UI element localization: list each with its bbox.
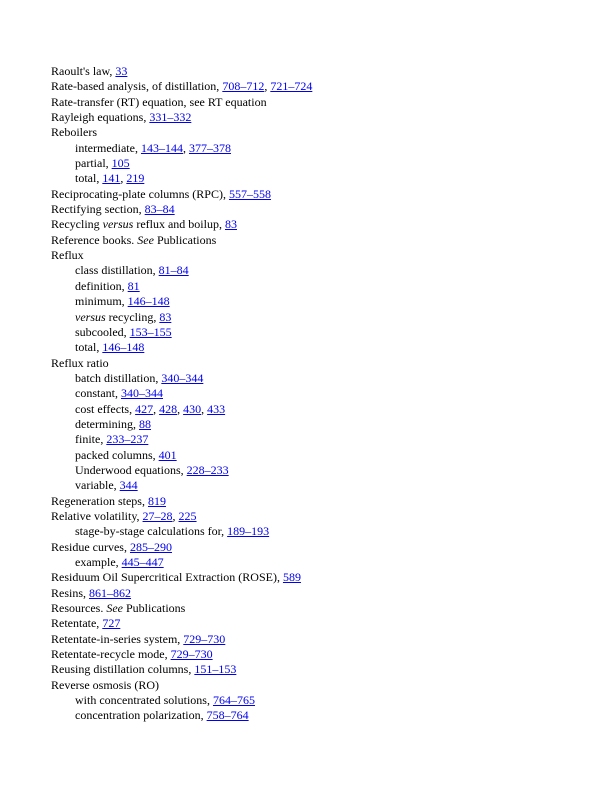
index-entry — [51, 217, 591, 232]
page-reference-link[interactable]: 401 — [158, 447, 177, 462]
index-entry — [51, 601, 591, 616]
entry-text: Reboilers — [51, 125, 97, 140]
entry-text: Rate-based analysis, of distillation, — [51, 79, 223, 94]
entry-text: Resins, — [51, 585, 90, 600]
entry-text: Rate-transfer (RT) equation, see RT equation — [51, 94, 267, 109]
page-reference-link[interactable]: 729–730 — [170, 647, 213, 662]
entry-text: Reflux ratio — [51, 355, 109, 370]
page-reference-link[interactable]: 708–712 — [222, 79, 265, 94]
entry-text: Reflux — [51, 248, 84, 263]
index-entry — [51, 616, 591, 631]
entry-text: Regeneration steps, — [51, 493, 148, 508]
page-reference-link[interactable]: 219 — [126, 171, 145, 186]
index-subentry — [51, 371, 591, 386]
entry-text: , — [182, 140, 189, 155]
page-reference-link[interactable]: 83 — [224, 217, 237, 232]
page-reference-link[interactable]: 233–237 — [106, 432, 149, 447]
entry-text: total, — [75, 340, 103, 355]
italic-term: versus — [75, 309, 106, 324]
entry-text: , — [201, 401, 208, 416]
index-subentry — [51, 340, 591, 355]
index-subentry — [51, 432, 591, 447]
page-reference-link[interactable]: 146–148 — [102, 340, 145, 355]
entry-text: Reverse osmosis (RO) — [51, 677, 159, 692]
index-subentry — [51, 171, 591, 186]
page-reference-link[interactable]: 151–153 — [194, 662, 237, 677]
page-reference-link[interactable]: 88 — [138, 416, 151, 431]
index-subentry — [51, 402, 591, 417]
page-reference-link[interactable]: 81–84 — [158, 263, 189, 278]
entry-text: Reusing distillation columns, — [51, 662, 195, 677]
index-subentry — [51, 555, 591, 570]
page-reference-link[interactable]: 228–233 — [186, 462, 229, 477]
entry-text: Rectifying section, — [51, 202, 145, 217]
index-subentry — [51, 386, 591, 401]
entry-text: Recycling — [51, 217, 103, 232]
entry-text: , — [120, 171, 127, 186]
entry-text: packed columns, — [75, 447, 159, 462]
index-subentry — [51, 448, 591, 463]
index-subentry — [51, 524, 591, 539]
index-entry — [51, 79, 591, 94]
page-reference-link[interactable]: 729–730 — [183, 631, 226, 646]
italic-term: versus — [102, 217, 134, 232]
entry-text: minimum, — [75, 294, 128, 309]
index-subentry — [51, 141, 591, 156]
index-subentry — [51, 417, 591, 432]
page-reference-link[interactable]: 146–148 — [127, 294, 170, 309]
entry-text: Retentate, — [51, 616, 103, 631]
entry-text: subcooled, — [75, 324, 130, 339]
index-entry — [51, 95, 591, 110]
page-reference-link[interactable]: 589 — [282, 570, 301, 585]
page-reference-link[interactable]: 83 — [159, 309, 172, 324]
index-entry — [51, 187, 591, 202]
index-entry — [51, 647, 591, 662]
italic-term: See — [106, 601, 123, 616]
entry-text: constant, — [75, 386, 121, 401]
page-reference-link[interactable]: 557–558 — [228, 186, 271, 201]
entry-text: Retentate-recycle mode, — [51, 647, 171, 662]
index-entry — [51, 233, 591, 248]
page-reference-link[interactable]: 430 — [183, 401, 202, 416]
index-entry — [51, 494, 591, 509]
page-reference-link[interactable]: 861–862 — [89, 585, 132, 600]
index-page — [51, 64, 591, 724]
entry-text: determining, — [75, 416, 139, 431]
page-reference-link[interactable]: 721–724 — [270, 79, 313, 94]
page-reference-link[interactable]: 153–155 — [129, 324, 172, 339]
page-reference-link[interactable]: 225 — [178, 508, 197, 523]
page-reference-link[interactable]: 81 — [127, 278, 140, 293]
index-subentry — [51, 708, 591, 723]
entry-text: class distillation, — [75, 263, 159, 278]
entry-text: example, — [75, 555, 122, 569]
entry-text: cost effects, — [75, 401, 136, 416]
index-entry — [51, 64, 591, 79]
index-subentry — [51, 279, 591, 294]
entry-text: partial, — [75, 156, 112, 171]
entry-text: , — [153, 401, 160, 416]
index-entry — [51, 202, 591, 217]
entry-text: Reference books. — [51, 232, 138, 247]
page-reference-link[interactable]: 445–447 — [121, 555, 164, 569]
index-entry — [51, 678, 591, 693]
entry-text: Residuum Oil Supercritical Extraction (ROSE), — [51, 570, 283, 585]
index-entry — [51, 110, 591, 125]
index-subentry — [51, 156, 591, 171]
entry-text: total, — [75, 171, 103, 186]
entry-text: recycling, — [105, 309, 160, 324]
index-subentry — [51, 294, 591, 309]
entry-text: Retentate-in-series system, — [51, 631, 184, 646]
entry-text: Reciprocating-plate columns (RPC), — [51, 186, 229, 201]
page-reference-link[interactable]: 428 — [159, 401, 178, 416]
page-reference-link[interactable]: 758–764 — [206, 708, 249, 723]
page-reference-link[interactable]: 819 — [147, 493, 166, 508]
entry-text: with concentrated solutions, — [75, 693, 213, 708]
index-subentry — [51, 325, 591, 340]
entry-text: Rayleigh equations, — [51, 110, 150, 125]
page-reference-link[interactable]: 340–344 — [121, 386, 163, 401]
page-reference-link[interactable]: 331–332 — [149, 110, 192, 125]
entry-text: , — [264, 79, 271, 94]
page-reference-link[interactable]: 377–378 — [188, 140, 231, 155]
index-entry — [51, 125, 591, 140]
entry-text: intermediate, — [75, 140, 141, 155]
entry-text: Relative volatility, — [51, 508, 143, 523]
page-reference-link[interactable]: 83–84 — [144, 202, 175, 217]
entry-text: Publications — [153, 232, 217, 247]
index-entry — [51, 248, 591, 263]
entry-text: Raoult's law, — [51, 64, 116, 78]
page-reference-link[interactable]: 285–290 — [129, 539, 172, 554]
italic-term: See — [137, 232, 154, 247]
entry-text: , — [172, 508, 179, 523]
index-subentry — [51, 263, 591, 278]
entry-text: Publications — [122, 601, 186, 616]
entry-text: finite, — [75, 432, 107, 447]
entry-text: batch distillation, — [75, 370, 162, 385]
index-subentry — [51, 310, 591, 325]
index-subentry — [51, 478, 591, 493]
index-subentry — [51, 693, 591, 708]
entry-text: reflux and boilup, — [133, 217, 225, 232]
page-reference-link[interactable]: 105 — [111, 156, 130, 171]
page-reference-link[interactable]: 33 — [115, 64, 128, 78]
page-reference-link[interactable]: 189–193 — [227, 524, 270, 539]
entry-text: Underwood equations, — [75, 462, 187, 477]
entry-text: concentration polarization, — [75, 708, 207, 723]
page-reference-link[interactable]: 141 — [102, 171, 121, 186]
entry-text: variable, — [75, 478, 120, 493]
index-entry — [51, 662, 591, 677]
index-subentry — [51, 463, 591, 478]
index-entry — [51, 509, 591, 524]
index-entry — [51, 570, 591, 585]
index-entry — [51, 356, 591, 371]
index-entry — [51, 540, 591, 555]
page-reference-link[interactable]: 427 — [135, 401, 154, 416]
page-reference-link[interactable]: 143–144 — [140, 140, 183, 155]
page-reference-link[interactable]: 764–765 — [212, 693, 255, 708]
entry-text: Residue curves, — [51, 539, 130, 554]
page-reference-link[interactable]: 344 — [119, 478, 138, 493]
entry-text: , — [177, 401, 184, 416]
index-entry — [51, 586, 591, 601]
page-reference-link[interactable]: 27–28 — [142, 508, 173, 523]
entry-text: Resources. — [51, 601, 107, 616]
entry-text: definition, — [75, 278, 128, 293]
page-reference-link[interactable]: 433 — [207, 401, 226, 416]
index-entry — [51, 632, 591, 647]
entry-text: stage-by-stage calculations for, — [75, 524, 228, 539]
page-reference-link[interactable]: 727 — [102, 616, 121, 631]
page-reference-link[interactable]: 340–344 — [161, 370, 204, 385]
